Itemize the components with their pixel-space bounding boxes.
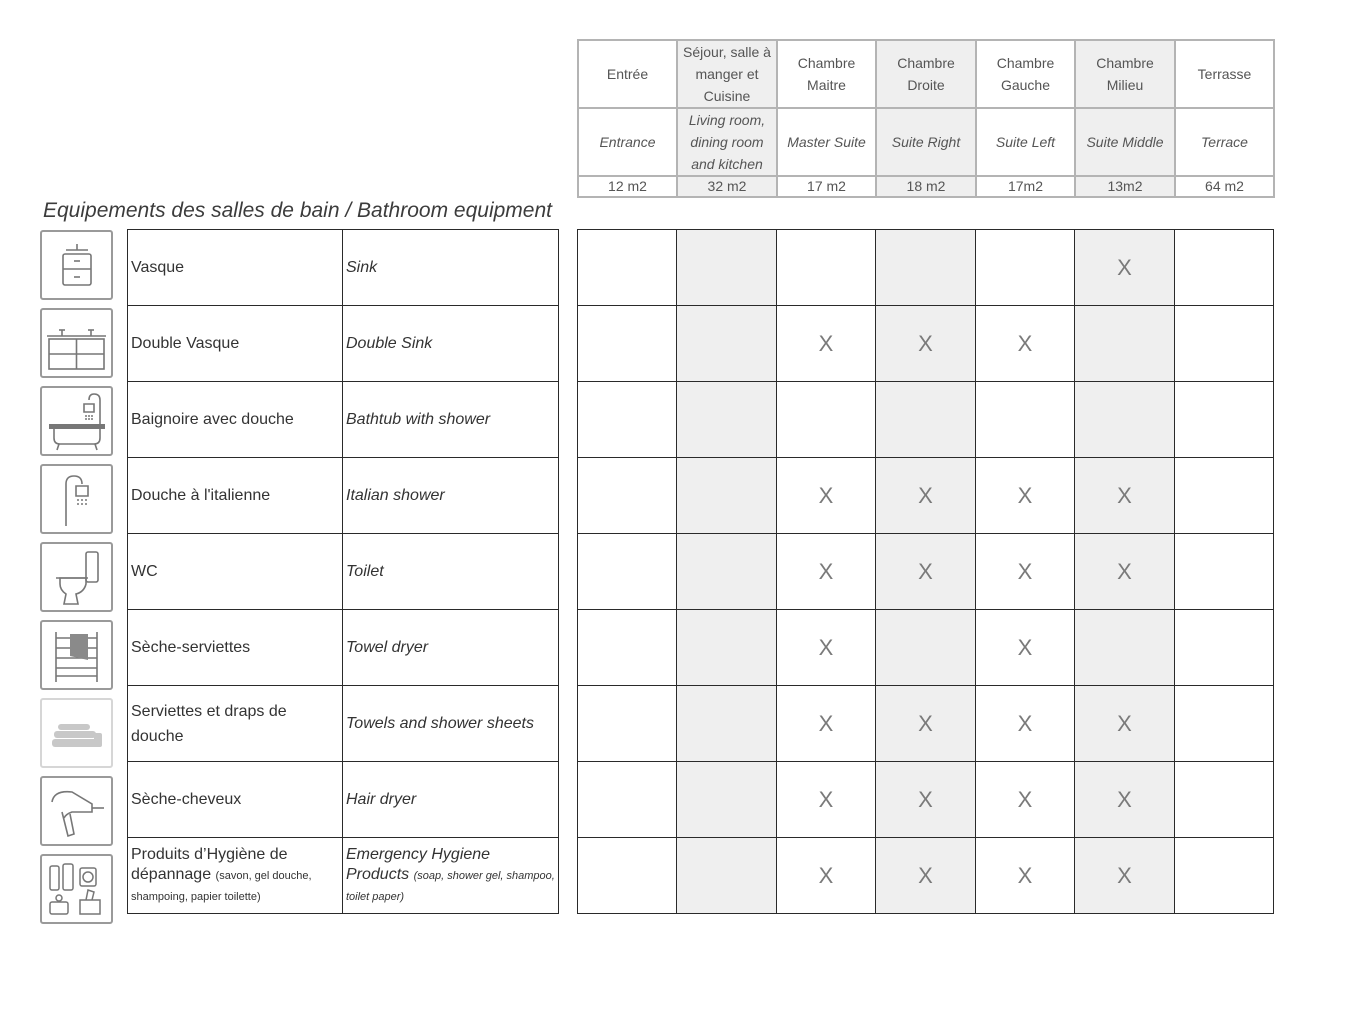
hair-dryer-icon [40,776,113,846]
grid-cell [777,306,876,382]
towels-icon [40,698,113,768]
equipment-label-fr: Douche à l'italienne [131,487,271,504]
grid-row [578,458,1274,534]
grid-cell [777,458,876,534]
equipment-name-en [343,230,559,306]
grid-cell [578,458,677,534]
room-name-en: Living room, dining room and kitchen [677,108,777,176]
equipment-name-fr [128,534,343,610]
towel-dryer-icon [40,620,113,690]
room-name-en: Suite Right [876,108,976,176]
equipment-name-en [343,534,559,610]
bathtub-shower-icon [40,386,113,456]
grid-cell [1075,306,1175,382]
equipment-grid-table [577,229,1274,914]
check-mark: X [1117,786,1132,812]
equipment-label-en: Emergency Hygiene Products [346,845,491,883]
equipment-label-en: Italian shower [346,487,445,504]
equipment-name-en [343,686,559,762]
grid-cell [876,230,976,306]
grid-cell [876,686,976,762]
equipment-name-en [343,762,559,838]
equipment-note-fr: (savon, gel douche, shampoing, papier toilette) [131,869,312,903]
room-area: 13m2 [1075,176,1175,197]
check-mark: X [918,710,933,736]
grid-cell [578,382,677,458]
check-mark: X [1017,482,1033,508]
grid-cell [876,458,976,534]
equipment-row [128,762,559,838]
grid-cell [876,610,976,686]
equipment-label-fr: Vasque [131,259,185,276]
equipment-row [128,534,559,610]
room-name-fr: Chambre Milieu [1075,40,1175,108]
grid-cell [1075,458,1175,534]
grid-cell [976,762,1075,838]
check-mark: X [818,786,834,812]
grid-cell [1175,382,1274,458]
grid-row [578,686,1274,762]
grid-cell [777,230,876,306]
room-name-fr: Chambre Maitre [777,40,876,108]
equipment-label-fr: Sèche-cheveux [131,791,242,808]
equipment-row [128,382,559,458]
equipment-label-fr: Double Vasque [131,335,240,352]
grid-cell [777,838,876,914]
room-area-row [578,176,1274,197]
grid-row [578,762,1274,838]
grid-row [578,306,1274,382]
grid-cell [1075,610,1175,686]
room-name-fr: Terrasse [1175,40,1274,108]
equipment-label-en: Toilet [346,563,384,580]
equipment-label-fr: Sèche-serviettes [131,639,251,656]
equipment-name-fr [128,686,343,762]
equipment-name-en [343,306,559,382]
grid-cell [777,382,876,458]
room-area: 18 m2 [876,176,976,197]
grid-cell [1175,838,1274,914]
grid-cell [1175,230,1274,306]
check-mark: X [1117,710,1132,736]
grid-row [578,534,1274,610]
check-mark: X [1117,254,1132,280]
equipment-row [128,610,559,686]
grid-cell [1075,534,1175,610]
equipment-name-fr [128,382,343,458]
room-name-en: Suite Left [976,108,1075,176]
room-header-table [577,39,1275,198]
grid-cell [876,534,976,610]
check-mark: X [818,862,834,888]
equipment-label-fr: Baignoire avec douche [131,411,294,428]
grid-cell [976,610,1075,686]
check-mark: X [1117,558,1132,584]
equipment-name-en [343,382,559,458]
grid-cell [976,382,1075,458]
grid-cell [976,306,1075,382]
equipment-label-en: Towel dryer [346,639,429,656]
grid-cell [677,230,777,306]
room-name-fr: Chambre Droite [876,40,976,108]
grid-row [578,610,1274,686]
double-sink-icon [40,308,113,378]
room-name-en: Terrace [1175,108,1274,176]
check-mark: X [818,710,834,736]
grid-cell [777,610,876,686]
check-mark: X [1017,634,1033,660]
room-name-en: Suite Middle [1075,108,1175,176]
check-mark: X [1017,862,1033,888]
grid-row [578,230,1274,306]
room-name-en: Master Suite [777,108,876,176]
grid-cell [1175,762,1274,838]
equipment-labels-table [127,229,559,914]
room-name-en: Entrance [578,108,677,176]
equipment-name-fr [128,458,343,534]
check-mark: X [1017,786,1033,812]
grid-cell [1075,762,1175,838]
grid-cell [976,534,1075,610]
grid-cell [976,686,1075,762]
equipment-label-fr: Serviettes et draps de douche [131,702,287,745]
grid-cell [578,230,677,306]
equipment-row [128,458,559,534]
check-mark: X [918,786,933,812]
room-area: 12 m2 [578,176,677,197]
equipment-label-en: Hair dryer [346,791,417,808]
equipment-row [128,230,559,306]
grid-cell [976,458,1075,534]
toilet-icon [40,542,113,612]
grid-cell [578,610,677,686]
shower-icon [40,464,113,534]
check-mark: X [918,482,933,508]
grid-cell [1075,838,1175,914]
grid-cell [876,382,976,458]
check-mark: X [1017,710,1033,736]
equipment-name-fr [128,610,343,686]
grid-cell [1075,382,1175,458]
room-name-fr: Chambre Gauche [976,40,1075,108]
equipment-row [128,838,559,914]
equipment-label-en: Bathtub with shower [346,411,491,428]
grid-cell [1175,610,1274,686]
check-mark: X [1117,862,1132,888]
grid-cell [677,534,777,610]
check-mark: X [918,862,933,888]
hygiene-products-icon [40,854,113,924]
equipment-name-en [343,838,559,914]
grid-cell [677,306,777,382]
grid-cell [578,838,677,914]
grid-cell [1175,306,1274,382]
check-mark: X [1017,558,1033,584]
grid-cell [1175,686,1274,762]
grid-row [578,838,1274,914]
equipment-label-fr: WC [131,563,158,580]
check-mark: X [1017,330,1033,356]
grid-cell [677,838,777,914]
room-area: 64 m2 [1175,176,1274,197]
grid-cell [876,838,976,914]
room-area: 32 m2 [677,176,777,197]
grid-cell [1175,458,1274,534]
grid-cell [677,762,777,838]
room-area: 17m2 [976,176,1075,197]
grid-cell [1075,686,1175,762]
grid-cell [876,306,976,382]
equipment-name-en [343,458,559,534]
grid-cell [777,762,876,838]
grid-cell [777,686,876,762]
check-mark: X [818,330,834,356]
check-mark: X [818,558,834,584]
equipment-label-fr: Produits d’Hygiène de dépannage [131,845,288,883]
equipment-name-en [343,610,559,686]
equipment-name-fr [128,306,343,382]
grid-cell [677,382,777,458]
room-area: 17 m2 [777,176,876,197]
equipment-name-fr [128,838,343,914]
check-mark: X [1117,482,1132,508]
equipment-name-fr [128,762,343,838]
equipment-row [128,686,559,762]
grid-cell [677,686,777,762]
grid-row [578,382,1274,458]
grid-cell [876,762,976,838]
grid-cell [677,610,777,686]
equipment-label-en: Towels and shower sheets [346,715,534,732]
room-name-fr: Entrée [578,40,677,108]
room-names-en-row [578,108,1274,176]
grid-cell [976,230,1075,306]
check-mark: X [818,482,834,508]
equipment-note-en: (soap, shower gel, shampoo, toilet paper) [346,869,555,903]
equipment-row [128,306,559,382]
room-names-fr-row [578,40,1274,108]
grid-cell [578,686,677,762]
grid-cell [1075,230,1175,306]
sink-icon [40,230,113,300]
grid-cell [578,306,677,382]
check-mark: X [818,634,834,660]
section-title: Equipements des salles de bain / Bathroom equipment [43,199,552,222]
grid-cell [1175,534,1274,610]
grid-cell [578,762,677,838]
grid-cell [777,534,876,610]
equipment-label-en: Double Sink [346,335,433,352]
grid-cell [578,534,677,610]
equipment-label-en: Sink [346,259,378,276]
grid-cell [677,458,777,534]
room-name-fr: Séjour, salle à manger et Cuisine [677,40,777,108]
check-mark: X [918,558,933,584]
check-mark: X [918,330,933,356]
equipment-name-fr [128,230,343,306]
grid-cell [976,838,1075,914]
